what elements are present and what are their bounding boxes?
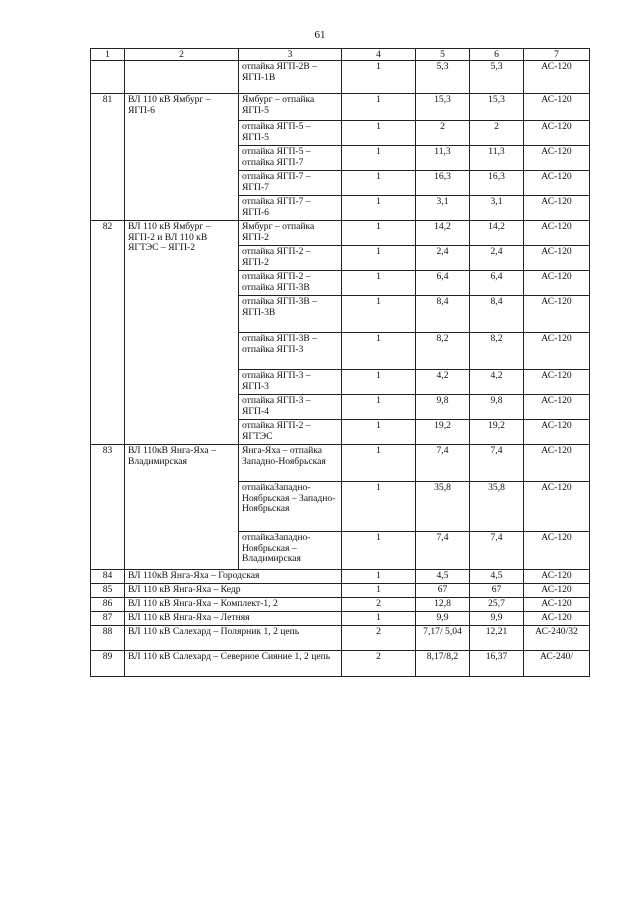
length-route: 2 [416,121,470,146]
table-row [91,570,590,584]
circuit-count: 1 [342,271,416,296]
wire-type: АС-120 [524,94,590,121]
wire-type: АС-120 [524,196,590,221]
line-name: ВЛ 110 кВ Янга-Яха – Летняя [125,612,342,626]
length-total: 4,5 [470,570,524,584]
length-total: 9,9 [470,612,524,626]
column-header: 7 [524,49,590,61]
section-name: отпайка ЯГП-2 – ЯГТЭС [239,420,342,445]
table-row [91,445,590,482]
wire-type: АС-120 [524,445,590,482]
wire-type: АС-120 [524,271,590,296]
wire-type: АС-240/ [524,651,590,677]
length-total: 16,37 [470,651,524,677]
length-route: 7,4 [416,532,470,570]
length-total: 8,4 [470,296,524,333]
length-total: 15,3 [470,94,524,121]
length-route: 12,8 [416,598,470,612]
table-row [91,598,590,612]
line-name: ВЛ 110кВ Янга-Яха – Городская [125,570,342,584]
column-header: 4 [342,49,416,61]
column-header: 3 [239,49,342,61]
circuit-count: 1 [342,395,416,420]
circuit-count: 1 [342,584,416,598]
wire-type: АС-120 [524,584,590,598]
circuit-count: 1 [342,532,416,570]
line-name: ВЛ 110 кВ Салехард – Северное Сияние 1, 2 цепь [125,651,342,677]
length-total: 4,2 [470,370,524,395]
length-total: 9,8 [470,395,524,420]
section-name: отпайка ЯГП-3 – ЯГП-4 [239,395,342,420]
line-data-table [90,48,590,677]
wire-type: АС-120 [524,395,590,420]
length-total: 11,3 [470,146,524,171]
line-name: ВЛ 110кВ Янга-Яха – Владимирская [125,445,239,570]
length-route: 5,3 [416,61,470,94]
length-total: 12,21 [470,626,524,651]
length-total: 7,4 [470,532,524,570]
length-total: 67 [470,584,524,598]
length-route: 9,8 [416,395,470,420]
circuit-count: 2 [342,651,416,677]
wire-type: АС-120 [524,146,590,171]
wire-type: АС-120 [524,420,590,445]
page-number: 61 [314,29,326,41]
line-name [125,61,239,94]
circuit-count: 1 [342,94,416,121]
row-number: 85 [91,584,125,598]
row-number: 89 [91,651,125,677]
wire-type: АС-120 [524,532,590,570]
wire-type: АС-120 [524,598,590,612]
row-number: 84 [91,570,125,584]
wire-type: АС-120 [524,61,590,94]
length-route: 16,3 [416,171,470,196]
section-name: Ямбург – отпайка ЯГП-5 [239,94,342,121]
length-route: 7,17/ 5,04 [416,626,470,651]
circuit-count: 1 [342,196,416,221]
circuit-count: 1 [342,445,416,482]
column-header: 5 [416,49,470,61]
length-route: 2,4 [416,246,470,271]
section-name: отпайка ЯГП-5 – отпайка ЯГП-7 [239,146,342,171]
length-route: 8,2 [416,333,470,370]
wire-type: АС-120 [524,333,590,370]
wire-type: АС-120 [524,246,590,271]
circuit-count: 1 [342,612,416,626]
length-total: 3,1 [470,196,524,221]
circuit-count: 1 [342,296,416,333]
length-route: 7,4 [416,445,470,482]
section-name: отпайка ЯГП-2В – ЯГП-1В [239,61,342,94]
wire-type: АС-120 [524,221,590,246]
circuit-count: 1 [342,146,416,171]
wire-type: АС-120 [524,612,590,626]
wire-type: АС-120 [524,121,590,146]
section-name: отпайка ЯГП-3В – отпайка ЯГП-3 [239,333,342,370]
length-route: 4,2 [416,370,470,395]
length-route: 9,9 [416,612,470,626]
length-total: 8,2 [470,333,524,370]
section-name: отпайка ЯГП-2 – отпайка ЯГП-3В [239,271,342,296]
table-row [91,94,590,121]
column-header: 6 [470,49,524,61]
section-name: отпайка ЯГП-3В – ЯГП-3В [239,296,342,333]
row-number: 86 [91,598,125,612]
circuit-count: 1 [342,333,416,370]
length-route: 4,5 [416,570,470,584]
row-number: 82 [91,221,125,445]
circuit-count: 2 [342,626,416,651]
table-row [91,584,590,598]
length-total: 2,4 [470,246,524,271]
table-row [91,651,590,677]
length-route: 6,4 [416,271,470,296]
row-number [91,61,125,94]
table-row [91,612,590,626]
section-name: Ямбург – отпайка ЯГП-2 [239,221,342,246]
table-row [91,626,590,651]
circuit-count: 2 [342,598,416,612]
length-route: 3,1 [416,196,470,221]
length-route: 35,8 [416,482,470,532]
line-name: ВЛ 110 кВ Янга-Яха – Кедр [125,584,342,598]
length-route: 15,3 [416,94,470,121]
section-name: отпайкаЗападно-Ноябрьская – Владимирская [239,532,342,570]
section-name: отпайка ЯГП-7 – ЯГП-6 [239,196,342,221]
wire-type: АС-120 [524,570,590,584]
length-total: 2 [470,121,524,146]
line-name: ВЛ 110 кВ Ямбург – ЯГП-6 [125,94,239,221]
circuit-count: 1 [342,482,416,532]
column-header: 2 [125,49,239,61]
section-name: отпайка ЯГП-5 – ЯГП-5 [239,121,342,146]
length-total: 25,7 [470,598,524,612]
row-number: 81 [91,94,125,221]
length-total: 14,2 [470,221,524,246]
length-route: 8,17/8,2 [416,651,470,677]
length-route: 8,4 [416,296,470,333]
length-total: 16,3 [470,171,524,196]
length-route: 19,2 [416,420,470,445]
row-number: 88 [91,626,125,651]
section-name: отпайка ЯГП-7 – ЯГП-7 [239,171,342,196]
column-header: 1 [91,49,125,61]
circuit-count: 1 [342,171,416,196]
length-route: 14,2 [416,221,470,246]
circuit-count: 1 [342,370,416,395]
line-name: ВЛ 110 кВ Ямбург – ЯГП-2 и ВЛ 110 кВ ЯГТЭС – ЯГП-2 [125,221,239,445]
wire-type: АС-120 [524,370,590,395]
circuit-count: 1 [342,570,416,584]
circuit-count: 1 [342,420,416,445]
wire-type: АС-240/32 [524,626,590,651]
length-total: 6,4 [470,271,524,296]
length-total: 35,8 [470,482,524,532]
circuit-count: 1 [342,246,416,271]
section-name: отпайка ЯГП-3 – ЯГП-3 [239,370,342,395]
line-name: ВЛ 110 кВ Салехард – Полярник 1, 2 цепь [125,626,342,651]
table-row [91,221,590,246]
section-name: Янга-Яха – отпайка Западно-Ноябрьская [239,445,342,482]
section-name: отпайка ЯГП-2 – ЯГП-2 [239,246,342,271]
length-total: 7,4 [470,445,524,482]
length-total: 19,2 [470,420,524,445]
row-number: 87 [91,612,125,626]
row-number: 83 [91,445,125,570]
circuit-count: 1 [342,61,416,94]
length-route: 11,3 [416,146,470,171]
table-row [91,61,590,94]
length-total: 5,3 [470,61,524,94]
wire-type: АС-120 [524,482,590,532]
wire-type: АС-120 [524,296,590,333]
line-name: ВЛ 110 кВ Янга-Яха – Комплект-1, 2 [125,598,342,612]
wire-type: АС-120 [524,171,590,196]
circuit-count: 1 [342,121,416,146]
section-name: отпайкаЗападно-Ноябрьская – Западно-Ноябрьская [239,482,342,532]
length-route: 67 [416,584,470,598]
circuit-count: 1 [342,221,416,246]
table-header-row [91,49,590,61]
